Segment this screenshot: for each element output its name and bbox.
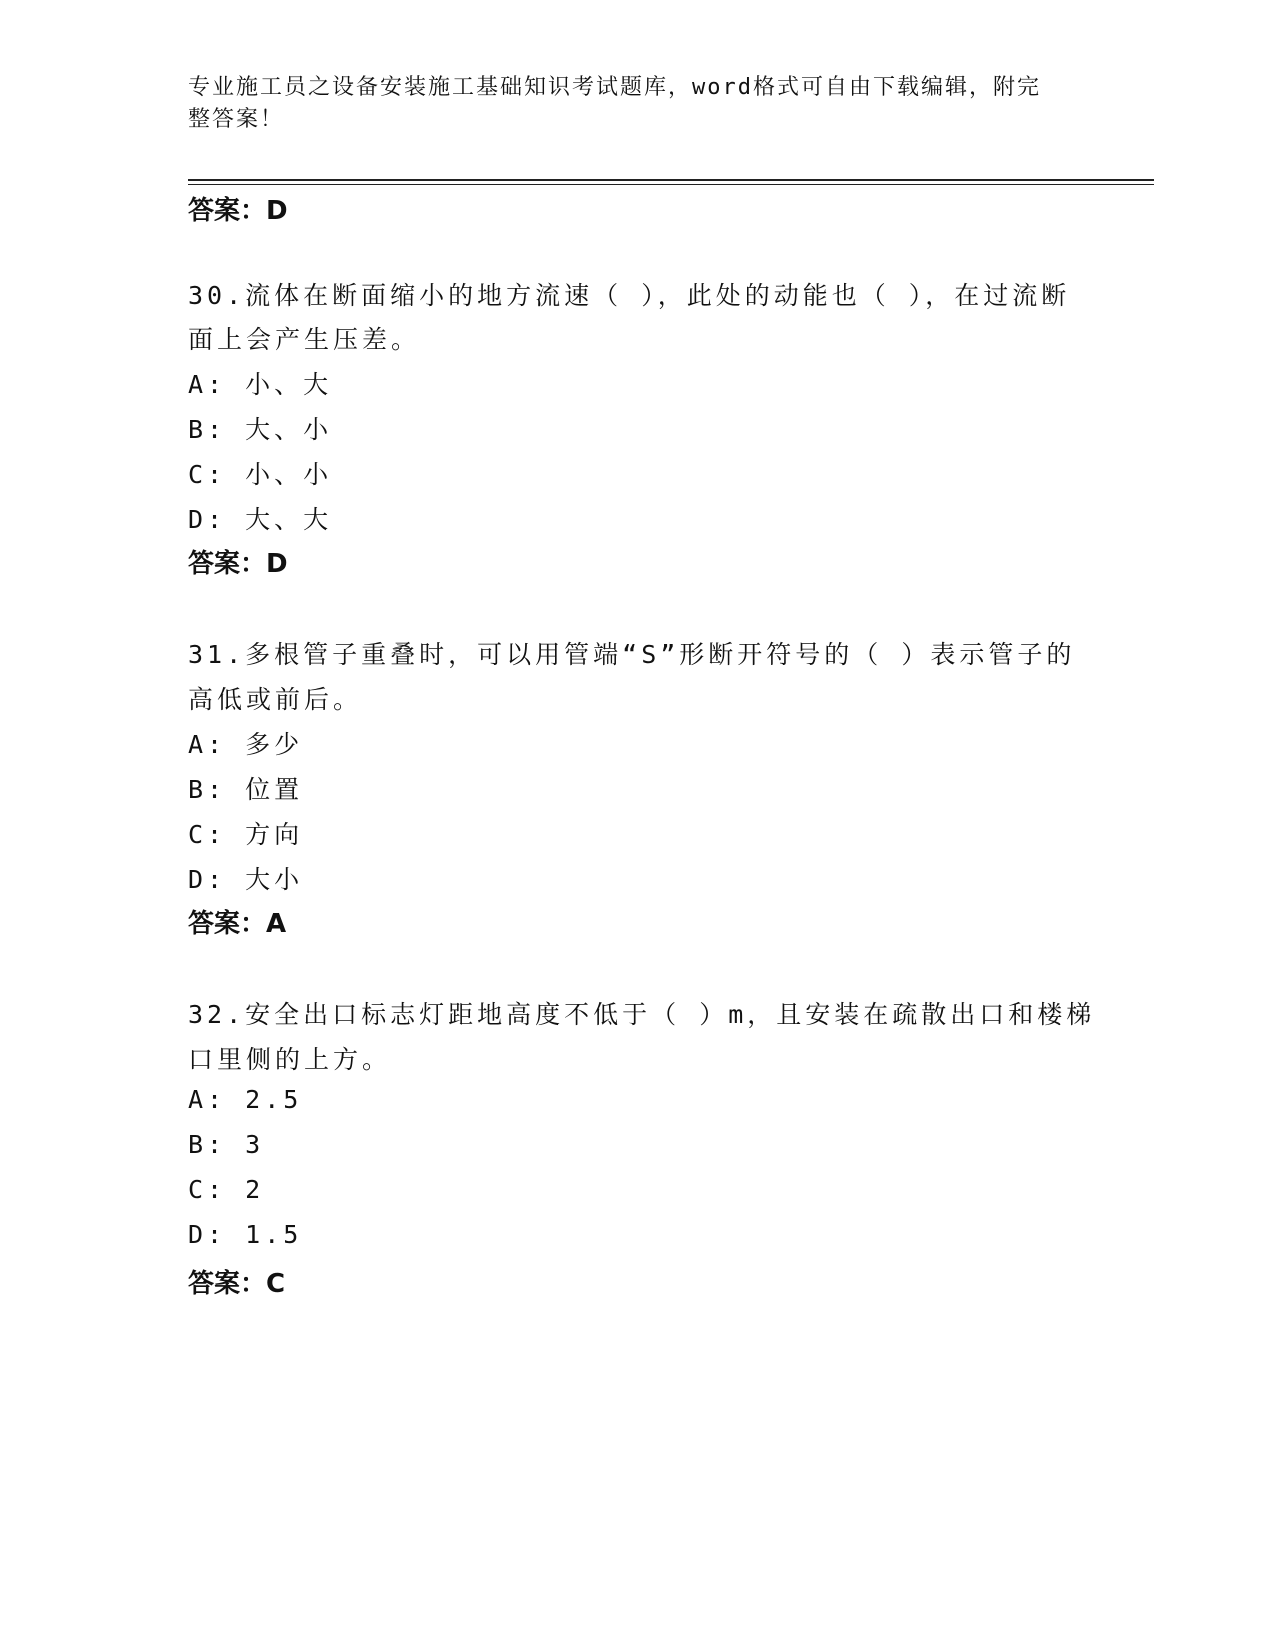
- question-31-stem-line-1: 31.多根管子重叠时，可以用管端“S”形断开符号的（ ）表示管子的: [188, 640, 1076, 669]
- question-32-stem-line-1: 32.安全出口标志灯距地高度不低于（ ）m，且安装在疏散出口和楼梯: [188, 1000, 1096, 1029]
- question-30-option-b: B: 大、小: [188, 415, 333, 444]
- answer-30: 答案：D: [188, 549, 288, 579]
- answer-31: 答案：A: [188, 909, 287, 939]
- question-30-option-c: C: 小、小: [188, 460, 333, 489]
- question-30-option-a: A: 小、大: [188, 370, 333, 399]
- answer-29: 答案：D: [188, 196, 288, 226]
- question-31-option-a: A: 多少: [188, 730, 304, 759]
- question-31-option-d: D: 大小: [188, 865, 304, 894]
- question-31-option-b: B: 位置: [188, 775, 304, 804]
- question-32-option-c: C: 2: [188, 1175, 265, 1204]
- question-30-stem-line-2: 面上会产生压差。: [188, 325, 421, 354]
- header-line-2: 整答案！: [188, 107, 285, 132]
- question-30-option-d: D: 大、大: [188, 505, 333, 534]
- question-32-stem-line-2: 口里侧的上方。: [188, 1045, 392, 1074]
- question-32-option-d: D: 1.5: [188, 1220, 303, 1249]
- header-divider-thin: [188, 184, 1154, 185]
- answer-32: 答案：C: [188, 1269, 286, 1299]
- question-30-stem-line-1: 30.流体在断面缩小的地方流速（ ），此处的动能也（ ），在过流断: [188, 281, 1071, 310]
- question-31-option-c: C: 方向: [188, 820, 304, 849]
- question-32-option-b: B: 3: [188, 1130, 265, 1159]
- header-divider-thick: [188, 179, 1154, 181]
- question-32-option-a: A: 2.5: [188, 1085, 303, 1114]
- document-header: [188, 72, 1068, 136]
- header-line-1: 专业施工员之设备安装施工基础知识考试题库，word格式可自由下载编辑，附完: [188, 75, 1041, 100]
- question-31-stem-line-2: 高低或前后。: [188, 685, 363, 714]
